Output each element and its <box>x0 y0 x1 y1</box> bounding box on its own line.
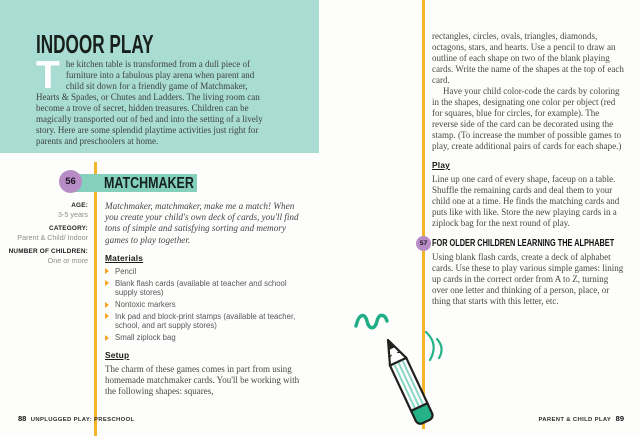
materials-heading: Materials <box>105 252 144 263</box>
intro-paragraph-text: he kitchen table is transformed from a dull piece of furniture into a fabulous play arena when parent and child sit down for a friendly game of Matchmaker, Hearts & Spades, or Chutes and Ladders. The living room can become a trove of secret, hidden treasures. Children can be magically transported out of bed and into the setting of a lively story. Here are some splendid playtime activities just right for parents and preschoolers at home. <box>36 59 263 146</box>
meta-children-label: NUMBER OF CHILDREN: <box>8 248 88 256</box>
pencil-icon <box>380 336 434 425</box>
meta-age-label: AGE: <box>71 202 88 209</box>
activity-meta <box>6 202 88 272</box>
setup-paragraph: The charm of these games comes in part from using homemade matchmaker cards. You'll be working with the following shapes: squares, <box>105 363 300 396</box>
page-title-text: INDOOR PLAY <box>36 29 154 59</box>
left-page-footer <box>18 408 134 426</box>
meta-category-value: Parent & Child/ Indoor <box>17 232 88 242</box>
material-text: Blank flash cards (available at teacher and school supply stores) <box>115 278 287 298</box>
running-title: PARENT & CHILD PLAY <box>538 417 612 423</box>
activity-title-text: MATCHMAKER <box>104 175 194 192</box>
meta-age <box>6 202 88 219</box>
list-item <box>105 312 303 331</box>
variation-title <box>432 238 624 249</box>
squiggle-icon <box>356 315 387 327</box>
setup-heading: Setup <box>105 349 130 360</box>
intro-hero <box>0 0 319 153</box>
list-item <box>105 267 303 276</box>
bullet-arrow-icon <box>105 280 109 286</box>
right-column <box>419 31 624 307</box>
variation-paragraph: Using blank flash cards, create a deck of alphabet cards. Use these to play various simple games: lining up cards in the correct order from A to Z, turning over one letter and thinking of a person, place, or thing that starts with this letter, etc. <box>432 252 624 306</box>
play-paragraph: Line up one card of every shape, faceup on a table. Shuffle the remaining cards and deal them to your child one at a time. He finds the matching cards and puts like with like. Store the new playing cards in a ziplock bag for the next round of play. <box>432 174 620 228</box>
page-number: 88 <box>18 414 27 423</box>
meta-age-value: 3-5 years <box>58 209 88 219</box>
left-column <box>105 201 303 397</box>
material-text: Nontoxic markers <box>115 300 176 310</box>
meta-category-label: CATEGORY: <box>49 225 88 233</box>
setup-continued-paragraph-2: Have your child color-code the cards by coloring in the shapes, designating one color per object (red for squares, blue for circles, for example). The reverse side of the card can be decorated using the stamp. (To increase the number of possible games to play, create additional pairs of cards for each shape.) <box>432 86 622 151</box>
activity-lede: Matchmaker, matchmaker, make me a match! When you create your child's own deck of cards, you'll find tons of simple and satisfying sorting and memory games to play together. <box>105 201 299 245</box>
play-heading: Play <box>432 160 451 170</box>
meta-children <box>6 248 88 265</box>
materials-list <box>105 267 303 343</box>
intro-paragraph <box>36 54 272 147</box>
activity-number-badge <box>59 170 82 193</box>
list-item <box>105 300 303 309</box>
meta-children-value: One or more <box>47 255 88 265</box>
bullet-arrow-icon <box>105 335 109 341</box>
right-page-footer <box>538 408 624 426</box>
setup-continued-paragraph: rectangles, circles, ovals, triangles, diamonds, octagons, stars, and hearts. Use a pencil to draw an outline of each shape on two of the blank playing cards. Write the name of the shapes at the top of each card. <box>432 31 624 85</box>
divider-line-left <box>94 162 97 436</box>
activity-number: 56 <box>65 176 76 187</box>
variation-title-text: FOR OLDER CHILDREN LEARNING THE ALPHABET <box>432 238 615 249</box>
page-number: 89 <box>615 414 624 423</box>
bullet-arrow-icon <box>105 268 109 274</box>
material-text: Ink pad and block-print stamps (available at teacher, school, and art supply stores) <box>115 311 296 331</box>
list-item <box>105 279 303 298</box>
pencil-illustration <box>346 294 470 436</box>
drop-cap: T <box>36 54 60 97</box>
material-text: Small ziplock bag <box>115 333 176 343</box>
bullet-arrow-icon <box>105 313 109 319</box>
activity-title <box>104 175 219 193</box>
running-title: UNPLUGGED PLAY: PRESCHOOL <box>30 417 135 423</box>
page-title <box>36 29 214 60</box>
list-item <box>105 333 303 342</box>
material-text: Pencil <box>115 266 137 276</box>
bullet-arrow-icon <box>105 302 109 308</box>
meta-category <box>6 225 88 242</box>
right-page <box>320 0 640 436</box>
motion-lines-icon <box>426 332 442 360</box>
variation-number-badge <box>416 236 431 251</box>
variation-number: 57 <box>419 240 428 247</box>
